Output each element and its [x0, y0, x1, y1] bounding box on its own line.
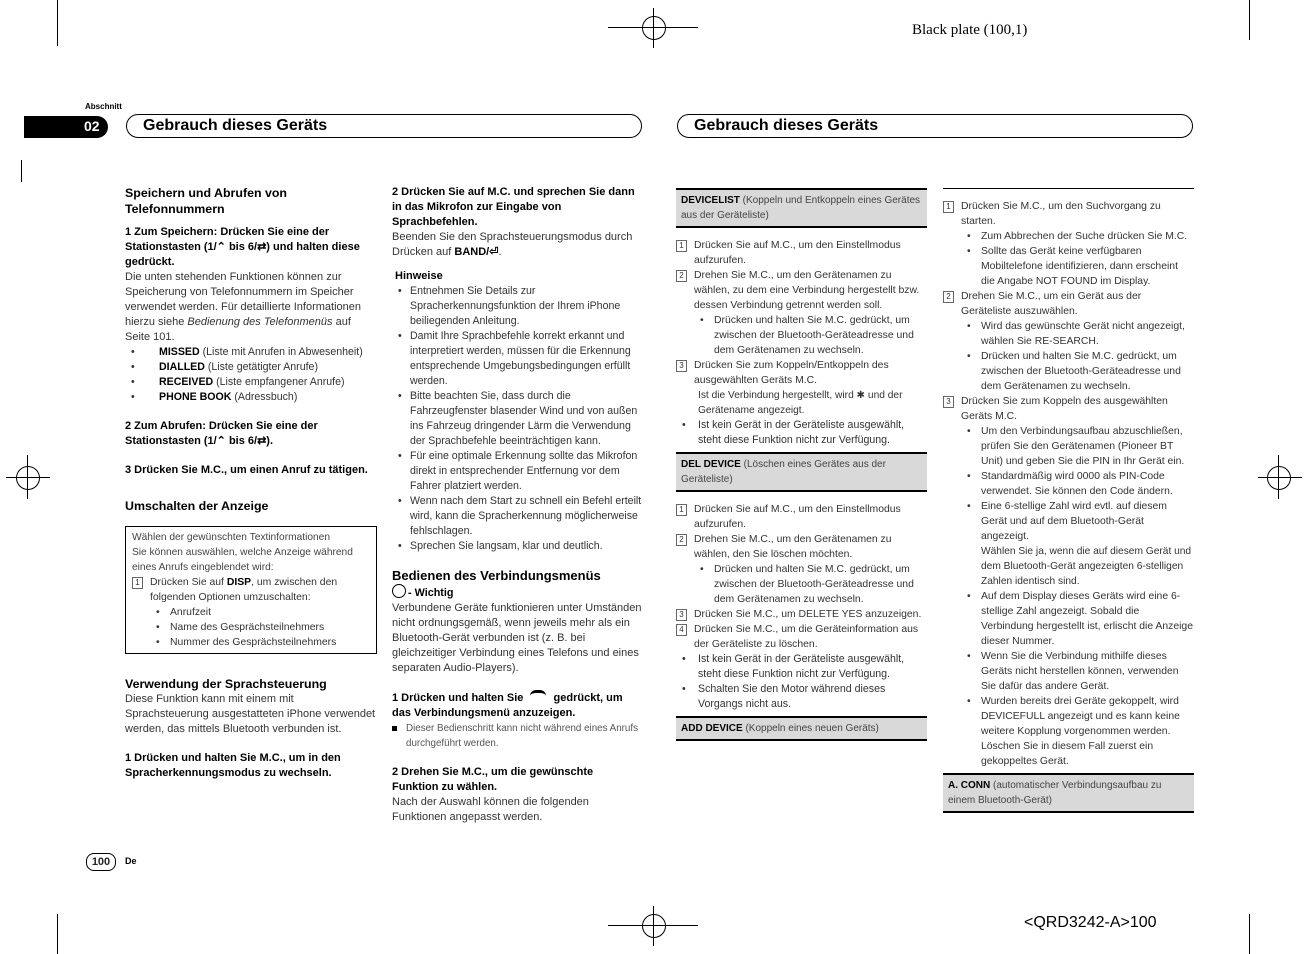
- note-item: • Wenn nach dem Start zu schnell ein Befehl erteilt wird, kann die Spracherkennung möglicherweise fehlschlagen.: [392, 494, 642, 539]
- step-item: 3 Drücken Sie zum Koppeln des ausgewählten Geräts M.C.: [943, 394, 1194, 424]
- step-speak: 2 Drücken Sie auf M.C. und sprechen Sie dann in das Mikrofon zur Eingabe von Sprachbefehlen.: [392, 186, 635, 228]
- function-box-deldevice: DEL DEVICE (Löschen eines Gerätes aus der Geräteliste): [676, 452, 927, 491]
- registration-mark: [1278, 455, 1279, 499]
- crop-mark: [1249, 0, 1250, 40]
- page-number-badge: [86, 853, 116, 871]
- notes-heading: Hinweise: [395, 270, 443, 282]
- paragraph: Verbundene Geräte funktionieren unter Umständen nicht ordnungsgemäß, wenn jeweils mehr als ein Bluetooth-Gerät verbunden ist (z. B. bei gleichzeitiger Verbindung eines Telefons und eines separaten Audio-Players).: [392, 602, 642, 674]
- crop-mark: [1249, 914, 1250, 954]
- list-item: • DIALLED (Liste getätigter Anrufe): [125, 360, 377, 375]
- note-item: • Bitte beachten Sie, dass durch die Fahrzeugfenster blasender Wind und von außen ins Fahrzeug dringender Lärm die Verwendung der Sprachbefehle beeinträchtigen kann.: [392, 389, 642, 449]
- heading-anzeige: Umschalten der Anzeige: [125, 499, 269, 513]
- registration-mark: [642, 914, 666, 938]
- registration-mark: [653, 8, 654, 48]
- step-voice: 1 Drücken und halten Sie M.C., um in den Spracherkennungsmodus zu wechseln.: [125, 752, 341, 779]
- step-item: 2 Drehen Sie M.C., um den Gerätenamen zu wählen, zu dem eine Verbindung hergestellt bzw. dessen Verbindung getrennt werden soll.: [676, 268, 927, 313]
- page-number: 100: [91, 856, 111, 868]
- sub-item: • Drücken und halten Sie M.C. gedrückt, um zwischen der Bluetooth-Geräteadresse und dem Gerätenamen zu wechseln.: [676, 313, 927, 358]
- paragraph: Die unten stehenden Funktionen können zur Speicherung von Telefonnummern im Speicher verwendet werden. Für detaillierte Informationen hierzu siehe Bedienung des Telefonmenüs auf Seite 101.: [125, 271, 362, 343]
- registration-mark: [642, 16, 666, 40]
- box-title: Wählen der gewünschten Textinformationen: [132, 532, 331, 543]
- heading-verbindungsmenue: Bedienen des Verbindungsmenüs: [392, 568, 601, 583]
- column-2: [392, 185, 642, 825]
- column-1: [125, 185, 377, 781]
- note-item: • Sprechen Sie langsam, klar und deutlich.: [392, 539, 642, 554]
- sub-item: • Wurden bereits drei Geräte gekoppelt, wird DEVICEFULL angezeigt und es kann keine weitere Kopplung vorgenommen werden. Löschen Sie in diesem Fall zuerst ein gekoppeltes Gerät.: [943, 694, 1194, 769]
- function-box-adddevice: ADD DEVICE (Koppeln eines neuen Geräts): [676, 716, 927, 741]
- step-item: 3 Drücken Sie M.C., um DELETE YES anzuzeigen.: [676, 607, 927, 622]
- list-item: • Schalten Sie den Motor während dieses Vorgangs nicht aus.: [676, 682, 927, 712]
- paragraph: Wählen Sie ja, wenn die auf diesem Gerät und dem Bluetooth-Gerät angezeigten 6-stelligen Zahlen identisch sind.: [981, 546, 1192, 587]
- registration-mark: [653, 906, 654, 946]
- language-label: De: [125, 856, 137, 866]
- sub-item: • Standardmäßig wird 0000 als PIN-Code verwendet. Sie können den Code ändern.: [943, 469, 1194, 499]
- sub-item: • Zum Abbrechen der Suche drücken Sie M.C.: [943, 229, 1194, 244]
- section-number: 02: [84, 118, 100, 134]
- box-option: • Nummer des Gesprächsteilnehmers: [132, 635, 370, 650]
- important-note: - Wichtig: [392, 584, 642, 601]
- box-text: Sie können auswählen, welche Anzeige während eines Anrufs eingeblendet wird:: [132, 547, 353, 573]
- paragraph: Beenden Sie den Sprachsteuerungsmodus durch Drücken auf BAND/⏎.: [392, 231, 633, 258]
- note-item: • Für eine optimale Erkennung sollte das Mikrofon direkt in entsprechender Entfernung vor dem Fahrer platziert werden.: [392, 449, 642, 494]
- step-recall: 2 Zum Abrufen: Drücken Sie eine der Stationstasten (1/⌃ bis 6/⇄).: [125, 420, 318, 447]
- column-4: [943, 188, 1194, 813]
- paragraph: Diese Funktion kann mit einem mit Sprachsteuerung ausgestatteten iPhone verwendet werden, das mittels Bluetooth verbunden ist.: [125, 693, 376, 735]
- header-right: Gebrauch dieses Geräts: [677, 114, 1193, 138]
- step-item: 2 Drehen Sie M.C., um ein Gerät aus der Geräteliste auszuwählen.: [943, 289, 1194, 319]
- list-item: • PHONE BOOK (Adressbuch): [125, 390, 377, 405]
- header-left: Gebrauch dieses Geräts: [126, 114, 642, 138]
- step-item: 3 Drücken Sie zum Koppeln/Entkoppeln des ausgewählten Geräts M.C.: [676, 358, 927, 388]
- plate-label: Black plate (100,1): [912, 22, 1028, 38]
- sub-item: • Wird das gewünschte Gerät nicht angezeigt, wählen Sie RE-SEARCH.: [943, 319, 1194, 349]
- step-select: 2 Drehen Sie M.C., um die gewünschte Funktion zu wählen.: [392, 766, 594, 793]
- sub-item: • Sollte das Gerät keine verfügbaren Mobiltelefone identifizieren, dann erscheint die Angabe NOT FOUND im Display.: [943, 244, 1194, 289]
- list-item: • Ist kein Gerät in der Geräteliste ausgewählt, steht diese Funktion nicht zur Verfügung.: [676, 418, 927, 448]
- note-item: Dieser Bedienschritt kann nicht während eines Anrufs durchgeführt werden.: [392, 721, 642, 751]
- step-item: 1 Drücken Sie auf M.C., um den Einstellmodus aufzurufen.: [676, 502, 927, 532]
- step-item: 1 Drücken Sie auf M.C., um den Einstellmodus aufzurufen.: [676, 238, 927, 268]
- registration-mark: [27, 455, 28, 499]
- list-item: • RECEIVED (Liste empfangener Anrufe): [125, 375, 377, 390]
- paragraph: Nach der Auswahl können die folgenden Funktionen angepasst werden.: [392, 796, 589, 823]
- info-box: [125, 526, 377, 654]
- sub-item: • Drücken und halten Sie M.C. gedrückt, um zwischen der Bluetooth-Geräteadresse und dem Gerätenamen zu wechseln.: [943, 349, 1194, 394]
- step-call: 3 Drücken Sie M.C., um einen Anruf zu tätigen.: [125, 464, 368, 476]
- heading-speichern: Speichern und Abrufen von Telefonnummern: [125, 186, 288, 216]
- step-item: 4 Drücken Sie M.C., um die Geräteinformation aus der Geräteliste zu löschen.: [676, 622, 927, 652]
- registration-mark: [16, 466, 40, 490]
- registration-mark: [1258, 477, 1302, 478]
- note-item: • Damit Ihre Sprachbefehle korrekt erkannt und interpretiert werden, müssen für die Erkennung entsprechende Umgebungsbedingungen erfüllt werden.: [392, 329, 642, 389]
- document-code: <QRD3242-A>100: [1024, 914, 1157, 931]
- list-item: • MISSED (Liste mit Anrufen in Abwesenheit): [125, 345, 377, 360]
- registration-mark: [6, 477, 50, 478]
- function-box-devicelist: DEVICELIST (Koppeln und Entkoppeln eines Gerätes aus der Geräteliste): [676, 188, 927, 227]
- box-option: • Name des Gesprächsteilnehmers: [132, 620, 370, 635]
- sub-item: • Wenn Sie die Verbindung mithilfe dieses Geräts nicht herstellen können, verwenden Sie dafür das andere Gerät.: [943, 649, 1194, 694]
- step-menu: 1 Drücken und halten Sie gedrückt, um das Verbindungsmenü anzuzeigen.: [392, 692, 623, 719]
- crop-mark: [21, 160, 22, 182]
- step-item: 2 Drehen Sie M.C., um den Gerätenamen zu wählen, den Sie löschen möchten.: [676, 532, 927, 562]
- box-option: • Anrufzeit: [132, 605, 370, 620]
- sub-item: • Drücken und halten Sie M.C. gedrückt, um zwischen der Bluetooth-Geräteadresse und dem Gerätenamen zu wechseln.: [676, 562, 927, 607]
- list-item: • Ist kein Gerät in der Geräteliste ausgewählt, steht diese Funktion nicht zur Verfügung.: [676, 652, 927, 682]
- box-step: 1 Drücken Sie auf DISP, um zwischen den folgenden Optionen umzuschalten:: [132, 575, 370, 605]
- note-item: • Entnehmen Sie Details zur Spracherkennungsfunktion der Ihrem iPhone beiliegenden Anleitung.: [392, 284, 642, 329]
- column-3: [676, 188, 927, 741]
- abschnitt-label: Abschnitt: [85, 102, 122, 111]
- crop-mark: [57, 0, 58, 46]
- step-store: 1 Zum Speichern: Drücken Sie eine der Stationstasten (1/⌃ bis 6/⇄) und halten diese gedrückt.: [125, 226, 360, 268]
- function-box-aconn: A. CONN (automatischer Verbindungsaufbau zu einem Bluetooth-Gerät): [943, 773, 1194, 813]
- registration-mark: [1267, 466, 1291, 490]
- sub-item: • Um den Verbindungsaufbau abzuschließen, prüfen Sie den Gerätenamen (Pioneer BT Unit) und geben Sie die PIN in Ihr Gerät ein.: [943, 424, 1194, 469]
- crop-mark: [57, 914, 58, 954]
- sub-item: • Auf dem Display dieses Geräts wird eine 6-stellige Zahl angezeigt. Sobald die Verbindung hergestellt ist, erlischt die Anzeige dieser Nummer.: [943, 589, 1194, 649]
- phone-icon: [530, 690, 546, 699]
- important-icon: [392, 584, 406, 598]
- heading-sprachsteuerung: Verwendung der Sprachsteuerung: [125, 677, 327, 691]
- step-item: 1 Drücken Sie M.C., um den Suchvorgang zu starten.: [943, 199, 1194, 229]
- sub-item: • Eine 6-stellige Zahl wird evtl. auf diesem Gerät und auf dem Bluetooth-Gerät angezeigt.: [943, 499, 1194, 544]
- paragraph: Ist die Verbindung hergestellt, wird ✱ und der Gerätename angezeigt.: [698, 390, 903, 416]
